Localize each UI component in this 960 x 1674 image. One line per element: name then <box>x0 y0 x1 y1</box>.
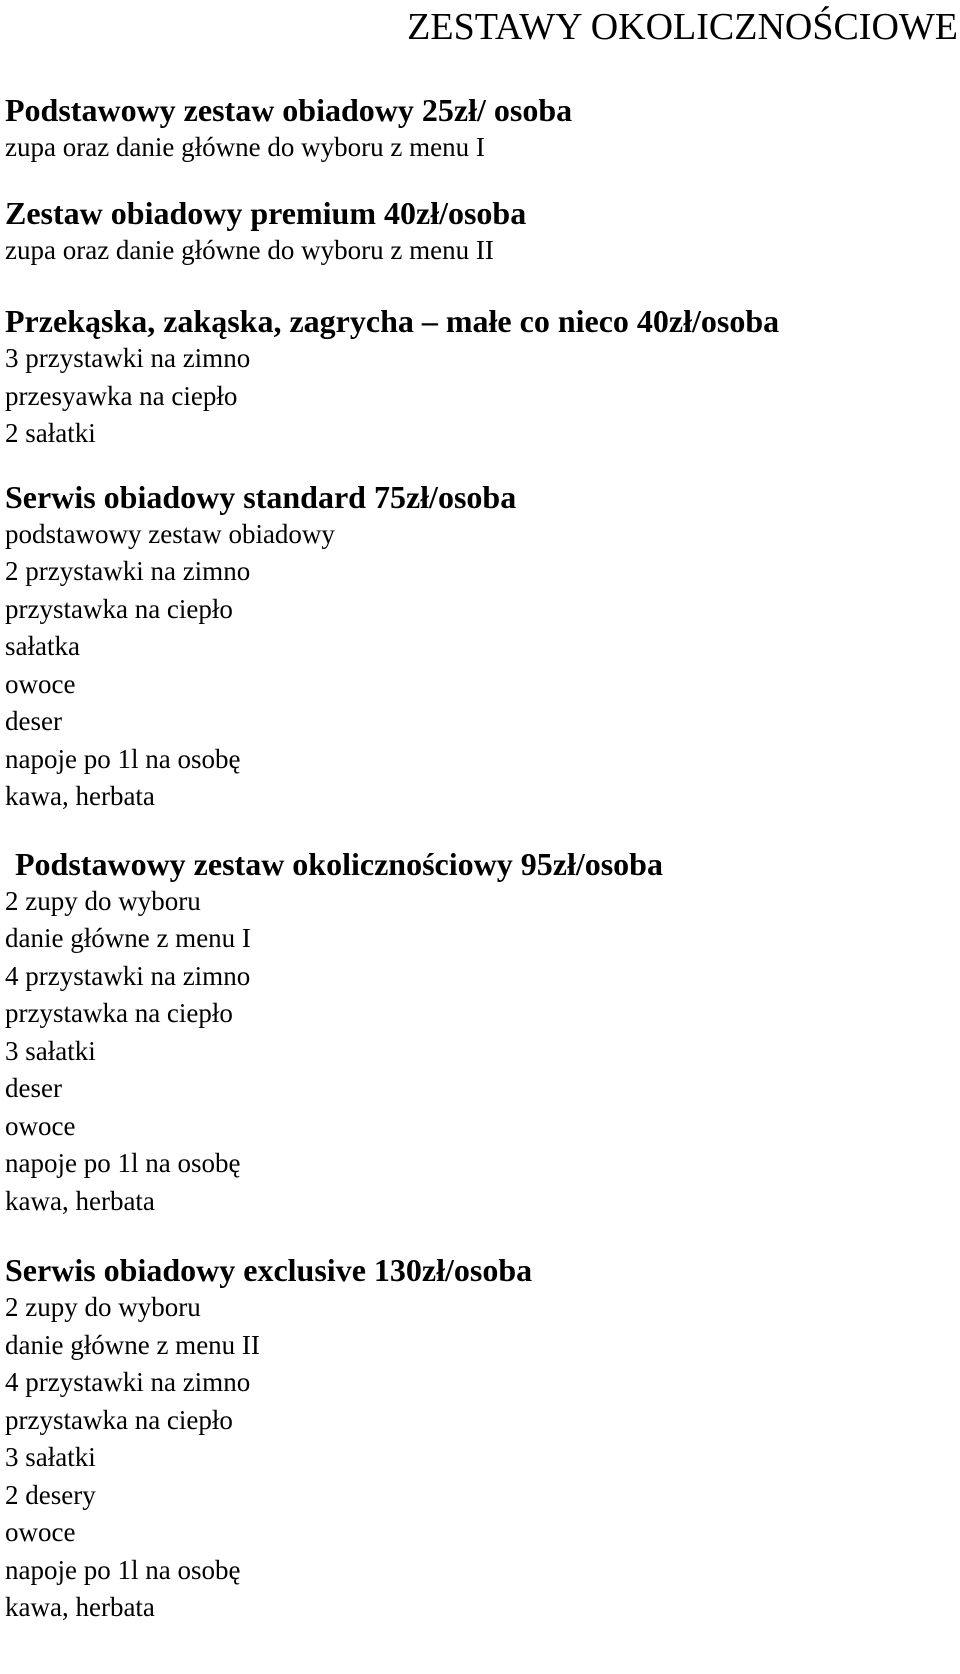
set-items <box>5 1289 960 1627</box>
set-item: 4 przystawki na zimno <box>5 1367 251 1397</box>
set-item: podstawowy zestaw obiadowy <box>5 518 335 549</box>
set-item: deser <box>5 706 62 736</box>
set-title: Serwis obiadowy exclusive 130zł/osoba <box>5 1252 533 1288</box>
set-items <box>5 129 960 167</box>
set-item: deser <box>5 1073 62 1103</box>
set-title: Zestaw obiadowy premium 40zł/osoba <box>5 194 527 231</box>
set-item: kawa, herbata <box>5 1592 155 1622</box>
set-items <box>5 516 960 816</box>
set-title: Przekąska, zakąska, zagrycha – małe co nieco 40zł/osoba <box>5 303 780 339</box>
set-title: Serwis obiadowy standard 75zł/osoba <box>5 478 517 515</box>
set-title: Podstawowy zestaw okolicznościowy 95zł/osoba <box>15 845 663 882</box>
set-item: 3 przystawki na zimno <box>5 343 251 373</box>
set-item: napoje po 1l na osobę <box>5 1148 241 1178</box>
set-item: owoce <box>5 668 76 699</box>
set-item: przystawka na ciepło <box>5 1404 233 1435</box>
set-item: owoce <box>5 1517 76 1547</box>
set-item: kawa, herbata <box>5 781 155 811</box>
menu-sets <box>5 92 960 1627</box>
set-item: napoje po 1l na osobę <box>5 743 241 774</box>
set-item: napoje po 1l na osobę <box>5 1554 241 1585</box>
set-item: 2 przystawki na zimno <box>5 556 251 586</box>
set-item: 4 przystawki na zimno <box>5 960 251 991</box>
menu-set-basic-dinner <box>5 92 960 167</box>
set-title: Podstawowy zestaw obiadowy 25zł/ osoba <box>5 92 573 128</box>
set-item: zupa oraz danie główne do wyboru z menu I <box>5 132 485 162</box>
set-item: danie główne z menu I <box>5 923 251 953</box>
set-item: 2 zupy do wyboru <box>5 885 201 916</box>
set-item: zupa oraz danie główne do wyboru z menu II <box>5 234 494 265</box>
set-item: 2 desery <box>5 1479 96 1510</box>
set-item: przystawka na ciepło <box>5 593 233 624</box>
menu-set-standard-service <box>5 479 960 816</box>
set-items <box>5 340 960 453</box>
set-item: 3 sałatki <box>5 1035 96 1066</box>
set-item: sałatka <box>5 631 80 661</box>
set-item: 2 zupy do wyboru <box>5 1292 201 1322</box>
set-item: kawa, herbata <box>5 1185 155 1216</box>
menu-set-occasional-basic <box>5 846 960 1221</box>
set-item: 2 sałatki <box>5 418 96 448</box>
set-items <box>5 232 960 270</box>
set-item: danie główne z menu II <box>5 1329 260 1360</box>
set-item: przystawka na ciepło <box>5 998 233 1028</box>
menu-set-premium-dinner <box>5 195 960 270</box>
set-items <box>5 883 960 1221</box>
set-item: przesyawka na ciepło <box>5 380 238 411</box>
set-item: owoce <box>5 1110 76 1141</box>
menu-set-exclusive-service <box>5 1252 960 1627</box>
menu-set-snacks <box>5 303 960 453</box>
set-item: 3 sałatki <box>5 1442 96 1472</box>
page-title: ZESTAWY OKOLICZNOŚCIOWE <box>407 6 958 48</box>
